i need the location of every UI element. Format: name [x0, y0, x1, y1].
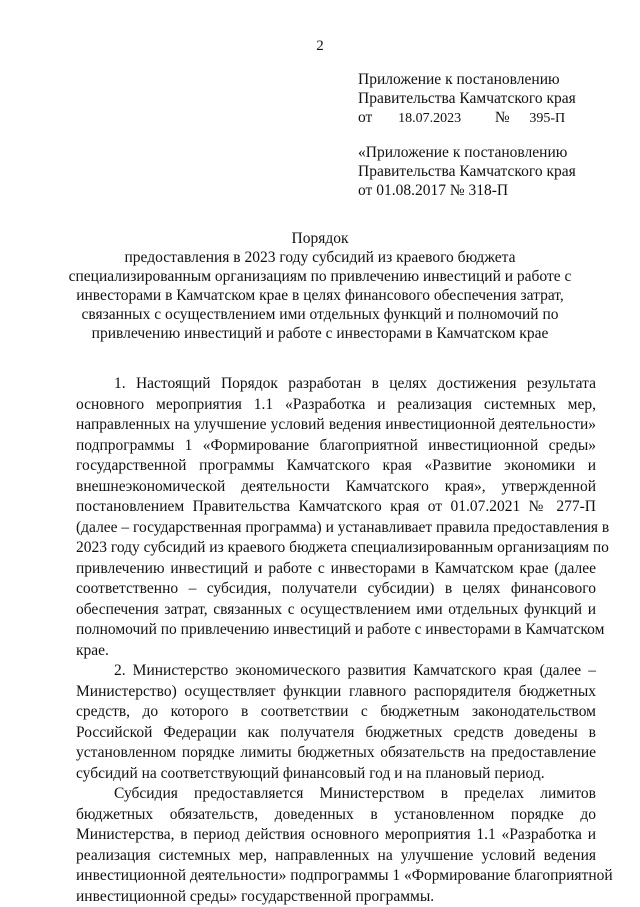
- paragraph-line: направленных на улучшение условий ведения инвестиционной деятельности»: [76, 415, 596, 436]
- paragraph-line: Субсидия предоставляется Министерством в пределах лимитов: [76, 784, 596, 805]
- paragraph-line: основного мероприятия 1.1 «Разработка и реализация системных мер,: [76, 395, 596, 416]
- paragraph-1: [76, 374, 596, 661]
- paragraph-line: Министерство) осуществляет функции главного распорядителя бюджетных: [76, 682, 596, 703]
- page-number: 2: [0, 38, 640, 55]
- attachment-line-2: Правительства Камчатского края: [358, 89, 576, 108]
- paragraph-line: крае.: [76, 641, 596, 662]
- paragraph-line: внешнеэкономической деятельности Камчатского края», утвержденной: [76, 477, 596, 498]
- attachment-num-label: №: [495, 109, 510, 126]
- paragraph-line: полномочий по привлечению инвестиций и работе с инвесторами в Камчатском: [76, 620, 596, 641]
- paragraph-line: инвестиционной деятельности» подпрограммы 1 «Формирование благоприятной: [76, 866, 596, 887]
- paragraph-line: привлечению инвестиций и работе с инвесторами в Камчатском крае (далее: [76, 559, 596, 580]
- paragraph-line: соответственно – субсидия, получатели субсидии) в целях финансового: [76, 579, 596, 600]
- paragraph-line: подпрограммы 1 «Формирование благоприятной инвестиционной среды»: [76, 436, 596, 457]
- document-title: [20, 229, 620, 343]
- attachment-date: 18.07.2023: [398, 111, 461, 126]
- document-body: [76, 374, 596, 907]
- paragraph-line: инвестиционной среды» государственной программы.: [76, 887, 596, 907]
- title-line-2: предоставления в 2023 году субсидий из краевого бюджета: [20, 248, 620, 267]
- attachment-number: 395-П: [529, 111, 565, 126]
- orig-attachment-line-3: от 01.08.2017 № 318-П: [358, 181, 508, 200]
- paragraph-line: средств, до которого в соответствии с бюджетным законодательством: [76, 702, 596, 723]
- attachment-line-1: Приложение к постановлению: [358, 70, 560, 89]
- attachment-line-3: [358, 108, 565, 128]
- paragraph-2: [76, 661, 596, 784]
- title-line-5: связанных с осуществлением ими отдельных функций и полномочий по: [20, 305, 620, 324]
- paragraph-line: бюджетных обязательств, доведенных в установленном порядке до: [76, 805, 596, 826]
- title-line-3: специализированным организациям по привлечению инвестиций и работе с: [20, 267, 620, 286]
- paragraph-line: субсидий на соответствующий финансовый год и на плановый период.: [76, 764, 596, 785]
- title-line-6: привлечению инвестиций и работе с инвесторами в Камчатском крае: [20, 324, 620, 343]
- paragraph-line: (далее – государственная программа) и устанавливает правила предоставления в: [76, 518, 596, 539]
- title-line-4: инвесторами в Камчатском крае в целях финансового обеспечения затрат,: [20, 286, 620, 305]
- paragraph-line: 1. Настоящий Порядок разработан в целях достижения результата: [76, 374, 596, 395]
- paragraph-line: государственной программы Камчатского края «Развитие экономики и: [76, 456, 596, 477]
- paragraph-line: Российской Федерации как получателя бюджетных средств доведены в: [76, 723, 596, 744]
- paragraph-line: Министерства, в период действия основного мероприятия 1.1 «Разработка и: [76, 825, 596, 846]
- attachment-from-label: от: [358, 109, 372, 126]
- paragraph-line: реализация системных мер, направленных на улучшение условий ведения: [76, 846, 596, 867]
- paragraph-line: 2. Министерство экономического развития Камчатского края (далее –: [76, 661, 596, 682]
- orig-attachment-line-1: «Приложение к постановлению: [358, 143, 567, 162]
- paragraph-line: 2023 году субсидий из краевого бюджета специализированным организациям по: [76, 538, 596, 559]
- paragraph-line: постановлением Правительства Камчатского края от 01.07.2021 № 277-П: [76, 497, 596, 518]
- title-line-1: Порядок: [20, 229, 620, 248]
- paragraph-line: установленном порядке лимиты бюджетных обязательств на предоставление: [76, 743, 596, 764]
- paragraph-line: обеспечения затрат, связанных с осуществлением ими отдельных функций и: [76, 600, 596, 621]
- orig-attachment-line-2: Правительства Камчатского края: [358, 162, 576, 181]
- paragraph-3: [76, 784, 596, 907]
